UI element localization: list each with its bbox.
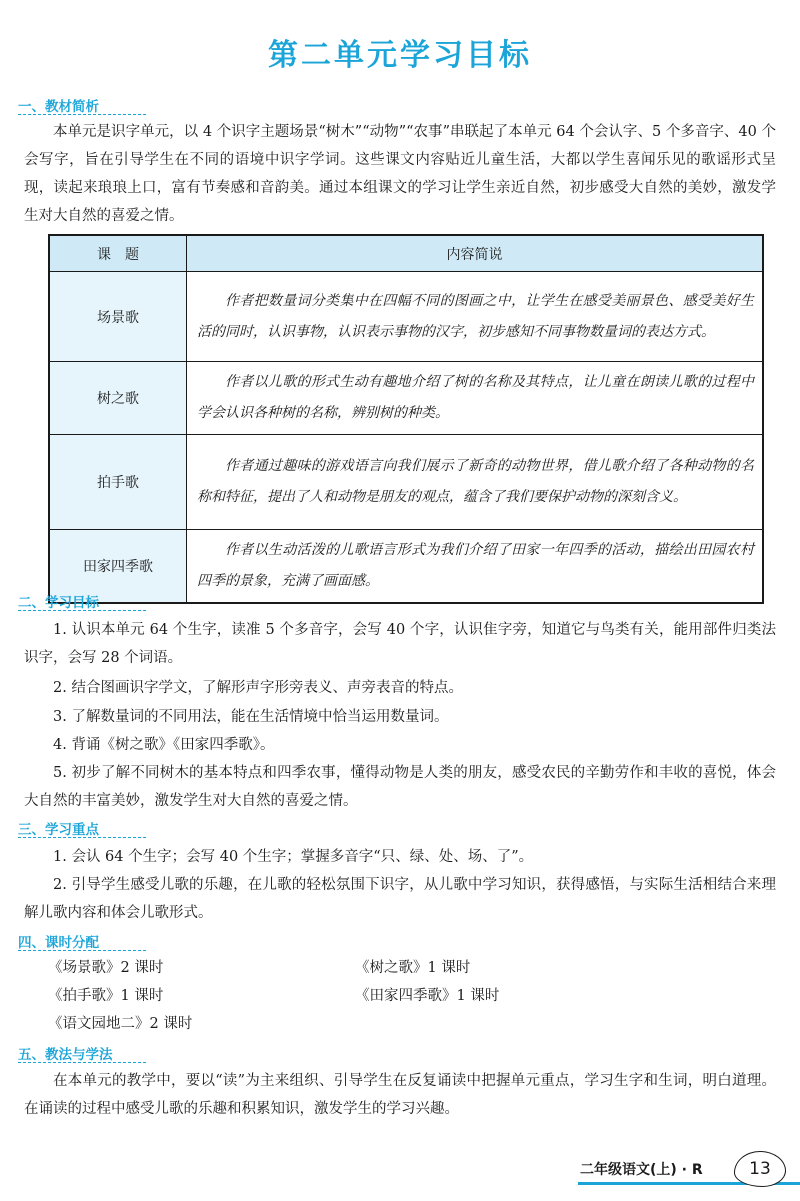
section-divider: [18, 114, 146, 115]
section-heading-schedule: 四、课时分配: [18, 935, 99, 951]
section-divider: [18, 610, 146, 611]
table-cell-desc: 作者以儿歌的形式生动有趣地介绍了树的名称及其特点，让儿童在朗读儿歌的过程中学会认识各种树的名称，辨别树的种类。: [187, 362, 764, 435]
page-title: 第二单元学习目标: [268, 38, 532, 73]
table-cell-desc: 作者以生动活泼的儿歌语言形式为我们介绍了田家一年四季的活动，描绘出田园农村四季的景象，充满了画面感。: [187, 530, 764, 604]
table-row: [49, 435, 763, 530]
table-cell-topic: 场景歌: [49, 272, 187, 362]
section-divider: [18, 1062, 146, 1063]
table-header-desc: 内容简说: [187, 235, 764, 272]
methods-paragraph: [24, 1067, 776, 1123]
section-divider: [18, 837, 146, 838]
objective-item: 1. 认识本单元 64 个生字，读准 5 个多音字，会写 40 个字，认识隹字旁，知道它与鸟类有关，能用部件归类法识字，会写 28 个词语。: [24, 622, 776, 666]
schedule-item: 《拍手歌》1 课时: [48, 988, 164, 1004]
table-row: [49, 362, 763, 435]
objective-item: 3. 了解数量词的不同用法，能在生活情境中恰当运用数量词。: [53, 709, 449, 725]
section-heading-key-points: 三、学习重点: [18, 822, 99, 838]
objective-item: 4. 背诵《树之歌》《田家四季歌》。: [53, 737, 275, 753]
content-table: [48, 234, 764, 604]
table-row: [49, 530, 763, 604]
table-row: [49, 272, 763, 362]
table-header-topic: 课 题: [49, 235, 187, 272]
table-cell-desc: 作者通过趣味的游戏语言向我们展示了新奇的动物世界，借儿歌介绍了各种动物的名称和特征，提出了人和动物是朋友的观点，蕴含了我们要保护动物的深刻含义。: [187, 435, 764, 530]
page-number: 13: [734, 1151, 786, 1187]
key-point-item: 1. 会认 64 个生字；会写 40 个生字；掌握多音字“只、绿、处、场、了”。: [53, 849, 534, 865]
objective-item: 2. 结合图画识字学文，了解形声字形旁表义、声旁表音的特点。: [53, 680, 463, 696]
section-heading-methods: 五、教法与学法: [18, 1047, 113, 1063]
footer-book-label: 二年级语文(上) · R: [580, 1162, 703, 1178]
schedule-item: 《场景歌》2 课时: [48, 960, 164, 976]
section-divider: [18, 950, 146, 951]
table-header-row: [49, 235, 763, 272]
schedule-item: 《田家四季歌》1 课时: [355, 988, 500, 1004]
schedule-item: 《语文园地二》2 课时: [48, 1016, 193, 1032]
section-heading-objectives: 二、学习目标: [18, 595, 99, 611]
section-heading-analysis: 一、教材简析: [18, 99, 99, 115]
methods-text: 在本单元的教学中，要以“读”为主来组织、引导学生在反复诵读中把握单元重点，学习生字和生词，明白道理。在诵读的过程中感受儿歌的乐趣和积累知识，激发学生的学习兴趣。: [24, 1073, 776, 1117]
analysis-paragraph: [24, 118, 776, 230]
analysis-text: 本单元是识字单元，以 4 个识字主题场景“树木”“动物”“农事”串联起了本单元 64 个会认字、5 个多音字、40 个会写字，旨在引导学生在不同的语境中识字学词。这些课文内容贴近儿童生活，大都以学生喜闻乐见的歌谣形式呈现，读起来琅琅上口，富有节奏感和音韵美。通过本组课文的学习让学生亲近自然，初步感受大自然的美妙，激发学生对大自然的喜爱之情。: [24, 124, 776, 224]
table-cell-topic: 田家四季歌: [49, 530, 187, 604]
table-cell-topic: 树之歌: [49, 362, 187, 435]
objective-item: 5. 初步了解不同树木的基本特点和四季农事，懂得动物是人类的朋友，感受农民的辛勤劳作和丰收的喜悦，体会大自然的丰富美妙，激发学生对大自然的喜爱之情。: [24, 765, 776, 809]
key-point-item: 2. 引导学生感受儿歌的乐趣，在儿歌的轻松氛围下识字，从儿歌中学习知识，获得感悟，与实际生活相结合来理解儿歌内容和体会儿歌形式。: [24, 877, 776, 921]
table-cell-topic: 拍手歌: [49, 435, 187, 530]
schedule-item: 《树之歌》1 课时: [355, 960, 471, 976]
table-cell-desc: 作者把数量词分类集中在四幅不同的图画之中，让学生在感受美丽景色、感受美好生活的同时，认识事物，认识表示事物的汉字，初步感知不同事物数量词的表达方式。: [187, 272, 764, 362]
